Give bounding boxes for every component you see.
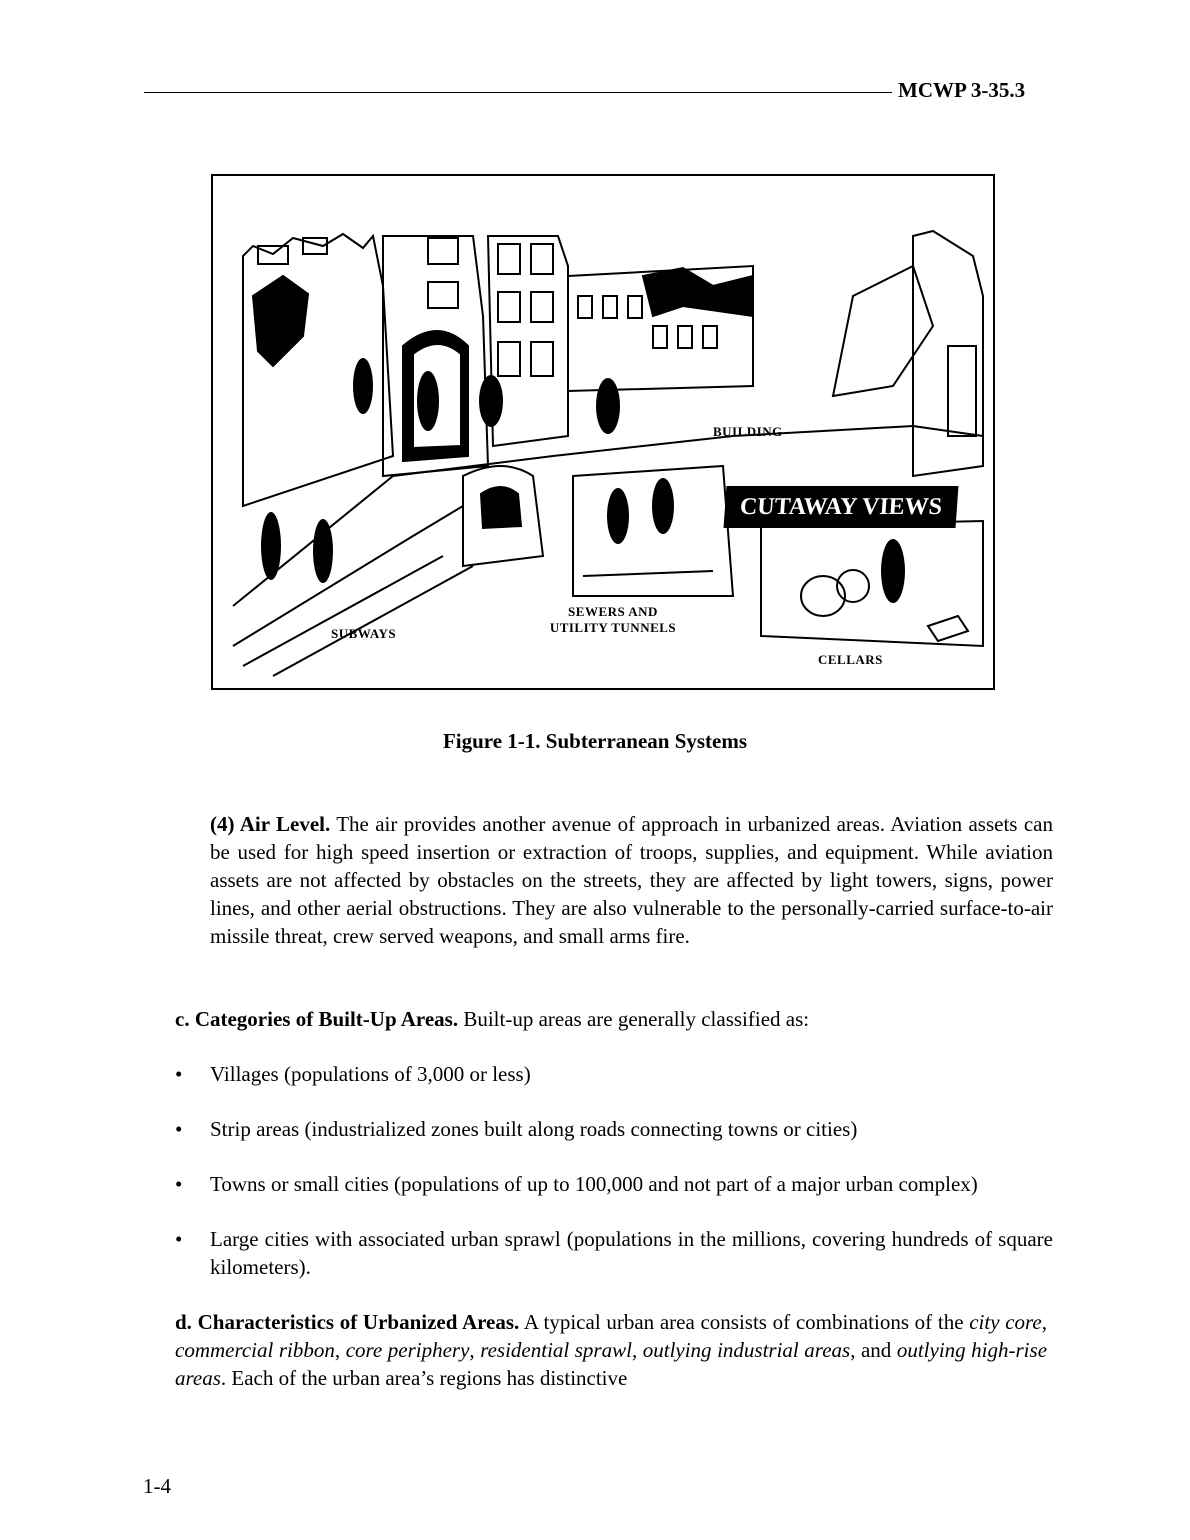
page-number: 1-4 [143, 1474, 171, 1498]
document-id: MCWP 3-35.3 [898, 78, 1026, 102]
bullet-icon: • [175, 1172, 183, 1196]
characteristics-paragraph [175, 1308, 1047, 1392]
term-core-periphery: core periphery [345, 1338, 470, 1362]
term-commercial-ribbon: commercial ribbon [175, 1338, 335, 1362]
list-item-text: Large cities with associated urban sprawl (populations in the millions, covering hundreds of square kilometers). [210, 1227, 1053, 1279]
list-item-text: Strip areas (industrialized zones built along roads connecting towns or cities) [210, 1117, 858, 1141]
figure-caption: Figure 1-1. Subterranean Systems [442, 729, 748, 753]
list-item-text: Villages (populations of 3,000 or less) [210, 1062, 531, 1086]
header-rule [144, 92, 892, 93]
figure-subterranean-systems [211, 174, 995, 690]
term-outlying-industrial-areas: outlying industrial areas [642, 1338, 851, 1362]
term-outlying-high-rise-areas: outlying high-rise areas [175, 1338, 1048, 1390]
text-run: , [334, 1338, 346, 1362]
text-run: , and [850, 1338, 897, 1362]
label-subways: SUBWAYS [331, 626, 397, 641]
term-city-core: city core [969, 1310, 1042, 1334]
text-run: A typical urban area consists of combinations of the [519, 1310, 970, 1334]
characteristics-heading: d. Characteristics of Urbanized Areas. [175, 1310, 520, 1334]
bullet-icon: • [175, 1062, 183, 1086]
air-level-paragraph [210, 810, 1053, 950]
air-level-heading: (4) Air Level. [210, 812, 331, 836]
categories-body: Built-up areas are generally classified as: [458, 1007, 810, 1031]
text-run: , [469, 1338, 481, 1362]
categories-paragraph [175, 1005, 1055, 1033]
text-run: , [1041, 1310, 1047, 1334]
categories-heading: c. Categories of Built-Up Areas. [175, 1007, 459, 1031]
label-sewers-line1: SEWERS AND [568, 604, 658, 619]
air-level-body: The air provides another avenue of approach in urbanized areas. Aviation assets can be used for high speed insertion or extraction of troops, supplies, and equipment. While aviation assets are not affected by obstacles on the streets, they are affected by light towers, signs, power lines, and other aerial obstructions. They are also vulnerable to the personally-carried surface-to-air missile threat, crew served weapons, and small arms fire. [210, 812, 1053, 948]
text-run: . Each of the urban area’s regions has distinctive [220, 1366, 628, 1390]
label-cutaway-views: CUTAWAY VIEWS [724, 486, 959, 528]
bullet-icon: • [175, 1227, 183, 1251]
label-sewers-line2: UTILITY TUNNELS [549, 620, 677, 635]
label-sewers [533, 604, 693, 636]
text-run: , [631, 1338, 643, 1362]
bullet-icon: • [175, 1117, 183, 1141]
list-item-text: Towns or small cities (populations of up to 100,000 and not part of a major urban complex) [210, 1172, 978, 1196]
label-building: BUILDING [713, 424, 783, 439]
term-residential-sprawl: residential sprawl [480, 1338, 632, 1362]
label-cellars: CELLARS [818, 652, 883, 667]
